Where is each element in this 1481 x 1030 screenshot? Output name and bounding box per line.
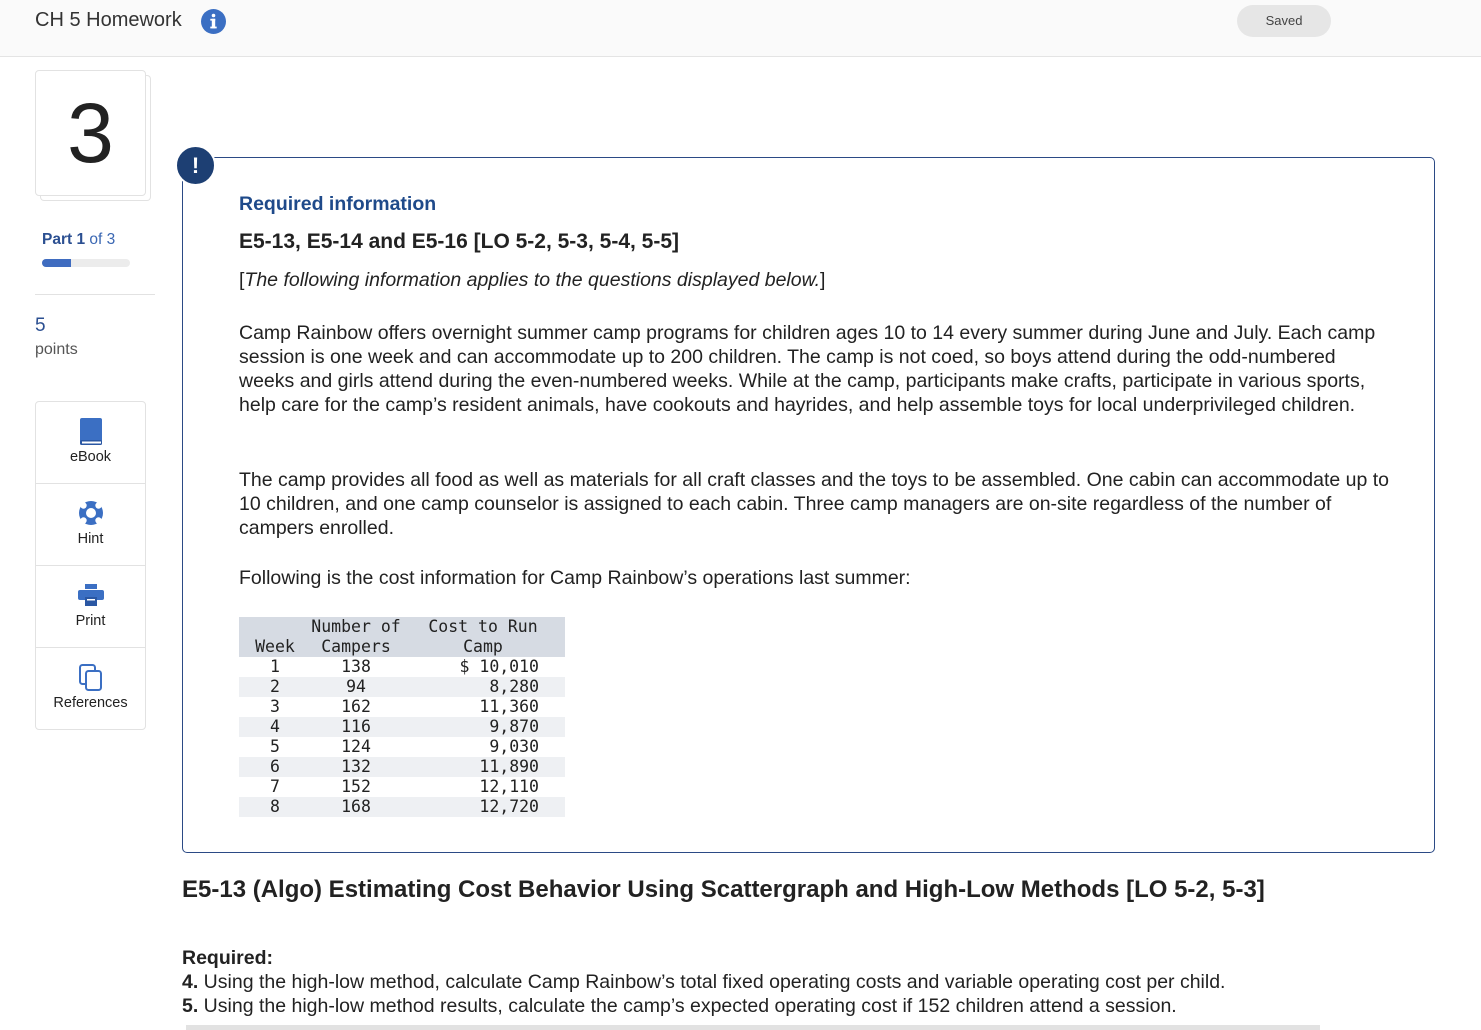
hint-button[interactable] — [36, 484, 145, 566]
print-label: Print — [75, 613, 106, 629]
requirement-item — [182, 971, 1225, 994]
top-bar — [0, 0, 1481, 57]
question-number: 3 — [67, 86, 114, 180]
requirement-text: Using the high-low method, calculate Camp Rainbow’s total fixed operating costs and variable operating cost per child. — [198, 971, 1226, 993]
requirement-item — [182, 995, 1177, 1018]
references-label: References — [53, 695, 128, 711]
alert-icon: ! — [175, 145, 216, 186]
column-header-campers: Number of Campers — [311, 617, 401, 656]
saved-status-badge: Saved — [1237, 5, 1331, 37]
table-row: 6 132 11,890 — [239, 757, 565, 777]
part-indicator — [42, 231, 115, 249]
column-header-week: Week — [239, 617, 311, 657]
required-info-heading: Required information — [239, 193, 437, 215]
part-progress-bar — [42, 259, 130, 267]
table-row: 2 94 8,280 — [239, 677, 565, 697]
applies-text: The following information applies to the questions displayed below. — [244, 269, 821, 291]
book-icon — [77, 417, 105, 447]
question-number-card — [35, 70, 146, 196]
requirement-number: 5. — [182, 995, 199, 1017]
table-row: 8 168 12,720 — [239, 797, 565, 817]
required-information-panel — [182, 157, 1435, 853]
printer-icon — [77, 581, 105, 611]
column-header-cost: Cost to Run Camp — [401, 617, 565, 657]
part-progress-fill — [42, 259, 71, 267]
points-label: points — [35, 341, 78, 358]
paragraph-provisions: The camp provides all food as well as materials for all craft classes and the toys to be assembled. One cabin can accommodate up to 10 children, and one camp counselor is assigned to each cabin. Three camp managers are on-site regardless of the number of campers enrolled. — [239, 469, 1389, 539]
ebook-label: eBook — [69, 449, 112, 465]
info-icon[interactable] — [200, 8, 227, 35]
table-row: 4 116 9,870 — [239, 717, 565, 737]
requirement-text: Using the high-low method results, calculate the camp’s expected operating cost if 152 children attend a session. — [198, 995, 1177, 1017]
assignment-title: CH 5 Homework — [35, 9, 182, 31]
paragraph-cost-intro: Following is the cost information for Camp Rainbow’s operations last summer: — [239, 567, 911, 589]
part-label: Part — [42, 231, 73, 248]
part-total: of 3 — [89, 231, 116, 248]
copy-icon — [77, 663, 105, 693]
ebook-button[interactable] — [36, 402, 145, 484]
table-header-row — [239, 617, 565, 657]
bracket-close: ] — [820, 269, 826, 291]
tool-list — [35, 401, 146, 730]
cost-data-table — [239, 617, 565, 817]
question-heading: E5-13 (Algo) Estimating Cost Behavior Using Scattergraph and High-Low Methods [LO 5-2, 5-3] — [182, 876, 1265, 903]
hint-label: Hint — [77, 531, 104, 547]
requirement-number: 4. — [182, 971, 199, 993]
lifebuoy-icon — [77, 499, 105, 529]
table-row: 3 162 11,360 — [270, 697, 539, 716]
table-row: 5 124 9,030 — [270, 737, 539, 756]
exercise-title: E5-13, E5-14 and E5-16 [LO 5-2, 5-3, 5-4, 5-5] — [239, 230, 680, 253]
applies-note — [239, 269, 825, 292]
references-button[interactable] — [36, 648, 145, 729]
paragraph-intro: Camp Rainbow offers overnight summer camp programs for children ages 10 to 14 every summer during June and July. Each camp session is one week and can accommodate up to 200 children. The camp is not coed, so boys attend during the odd-numbered weeks and girls attend during the even-numbered weeks. While at the camp, participants make crafts, participate in various sports, help care for the camp’s resident animals, have cookouts and hayrides, and help assemble toys for local underprivileged children. — [239, 322, 1376, 416]
table-row: 1 138 $ 10,010 — [270, 657, 539, 676]
points-value: 5 — [35, 315, 46, 336]
section-divider — [186, 1025, 1320, 1030]
sidebar-divider — [35, 294, 155, 295]
bracket-open: [ — [239, 269, 245, 291]
print-button[interactable] — [36, 566, 145, 648]
part-current: 1 — [76, 231, 86, 248]
required-label: Required: — [182, 947, 274, 969]
table-row: 7 152 12,110 — [270, 777, 539, 796]
